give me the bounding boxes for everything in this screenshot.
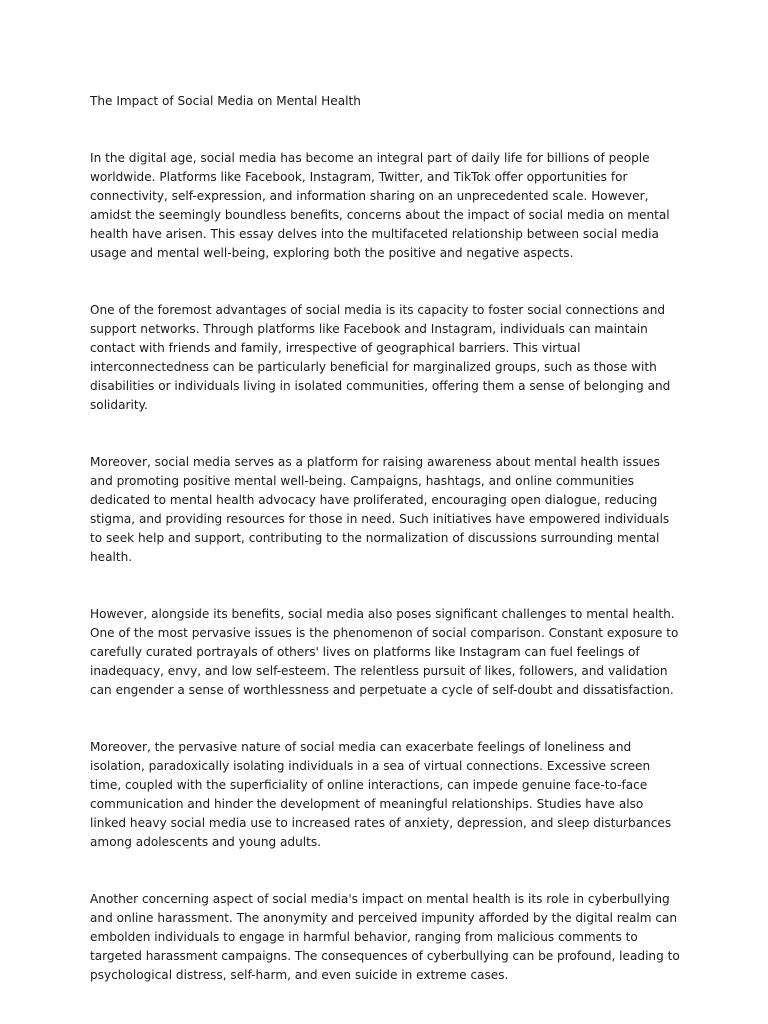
paragraph-3: Moreover, social media serves as a platform for raising awareness about mental health issues and promoting positive mental well-being. Campaigns, hashtags, and online communities dedicated to mental health advocacy have proliferated, encouraging open dialogue, reducing stigma, and providing resources for those in need. Such initiatives have empowered individuals to seek help and support, contributing to the normalization of discussions surrounding mental health. xyxy=(90,455,670,564)
paragraph-2: One of the foremost advantages of social media is its capacity to foster social connections and support networks. Through platforms like Facebook and Instagram, individuals can maintain contact with friends and family, irrespective of geographical barriers. This virtual interconnectedness can be particularly beneficial for marginalized groups, such as those with disabilities or individuals living in isolated communities, offering them a sense of belonging and solidarity. xyxy=(90,303,671,412)
paragraph-5: Moreover, the pervasive nature of social media can exacerbate feelings of loneliness and isolation, paradoxically isolating individuals in a sea of virtual connections. Excessive screen time, coupled with the superficiality of online interactions, can impede genuine face-to-face communication and hinder the development of meaningful relationships. Studies have also linked heavy social media use to increased rates of anxiety, depression, and sleep disturbances among adolescents and young adults. xyxy=(90,740,672,849)
paragraph-6: Another concerning aspect of social media's impact on mental health is its role in cyberbullying and online harassment. The anonymity and perceived impunity afforded by the digital realm can embolden individuals to engage in harmful behavior, ranging from malicious comments to targeted harassment campaigns. The consequences of cyberbullying can be profound, leading to psychological distress, self-harm, and even suicide in extreme cases. xyxy=(90,892,680,982)
document-page xyxy=(90,92,680,1023)
paragraph-1: In the digital age, social media has become an integral part of daily life for billions of people worldwide. Platforms like Facebook, Instagram, Twitter, and TikTok offer opportunities for connectivity, self-expression, and information sharing on an unprecedented scale. However, amidst the seemingly boundless benefits, concerns about the impact of social media on mental health have arisen. This essay delves into the multifaceted relationship between social media usage and mental well-being, exploring both the positive and negative aspects. xyxy=(90,151,670,260)
document-title: The Impact of Social Media on Mental Health xyxy=(90,94,361,108)
paragraph-4: However, alongside its benefits, social media also poses significant challenges to mental health. One of the most pervasive issues is the phenomenon of social comparison. Constant exposure to carefully curated portrayals of others' lives on platforms like Instagram can fuel feelings of inadequacy, envy, and low self-esteem. The relentless pursuit of likes, followers, and validation can engender a sense of worthlessness and perpetuate a cycle of self-doubt and dissatisfaction. xyxy=(90,607,679,697)
